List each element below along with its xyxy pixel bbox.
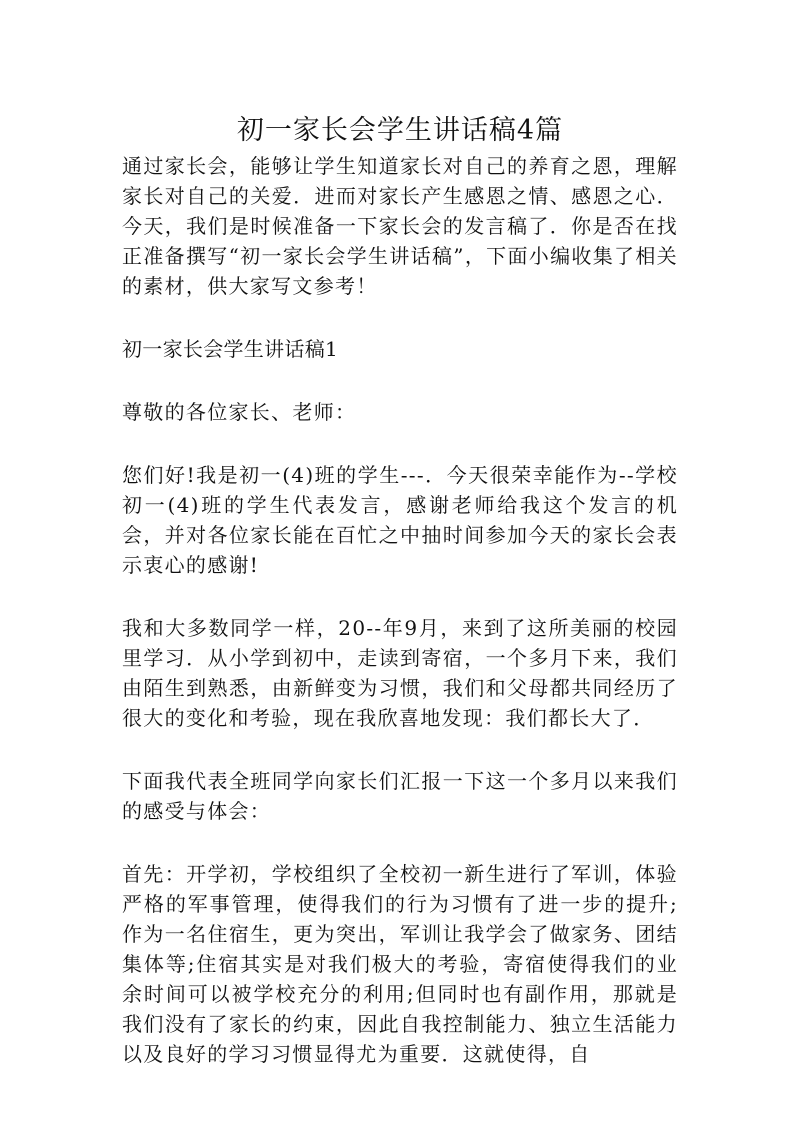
document-body xyxy=(122,151,678,1102)
salutation-paragraph: 尊敬的各位家长、老师： xyxy=(122,400,357,424)
report-intro-paragraph: 下面我代表全班同学向家长们汇报一下这一个多月以来我们的感受与体会： xyxy=(122,769,678,823)
first-point-paragraph: 首先：开学初，学校组织了全校初一新生进行了军训，体验严格的军事管理，使得我们的行为习惯有了进一步的提升;作为一名住宿生，更为突出，军训让我学会了做家务、团结集体等;住宿其实是对我们极大的考验，寄宿使得我们的业余时间可以被学校充分的利用;但同时也有副作用，那就是我们没有了家长的约束，因此自我控制能力、独立生活能力以及良好的学习习惯显得尤为重要．这就使得，自 xyxy=(122,862,678,1066)
experience-paragraph: 我和大多数同学一样，20--年9月，来到了这所美丽的校园里学习．从小学到初中，走读到寄宿，一个多月下来，我们由陌生到熟悉，由新鲜变为习惯，我们和父母都共同经历了很大的变化和考验，现在我欣喜地发现：我们都长大了． xyxy=(122,616,678,730)
intro-paragraph: 通过家长会，能够让学生知道家长对自己的养育之恩，理解家长对自己的关爱．进而对家长产生感恩之情、感恩之心．今天，我们是时候准备一下家长会的发言稿了．你是否在找正准备撰写“初一家长会学生讲话稿”，下面小编收集了相关的素材，供大家写文参考！ xyxy=(122,154,678,298)
document-title: 初一家长会学生讲话稿4篇 xyxy=(236,115,564,146)
section-heading: 初一家长会学生讲话稿1 xyxy=(122,337,339,361)
greeting-paragraph: 您们好!我是初一(4)班的学生---．今天很荣幸能作为--学校初一(4)班的学生代表发言，感谢老师给我这个发言的机会，并对各位家长能在百忙之中抽时间参加今天的家长会表示衷心的感谢! xyxy=(122,463,678,577)
